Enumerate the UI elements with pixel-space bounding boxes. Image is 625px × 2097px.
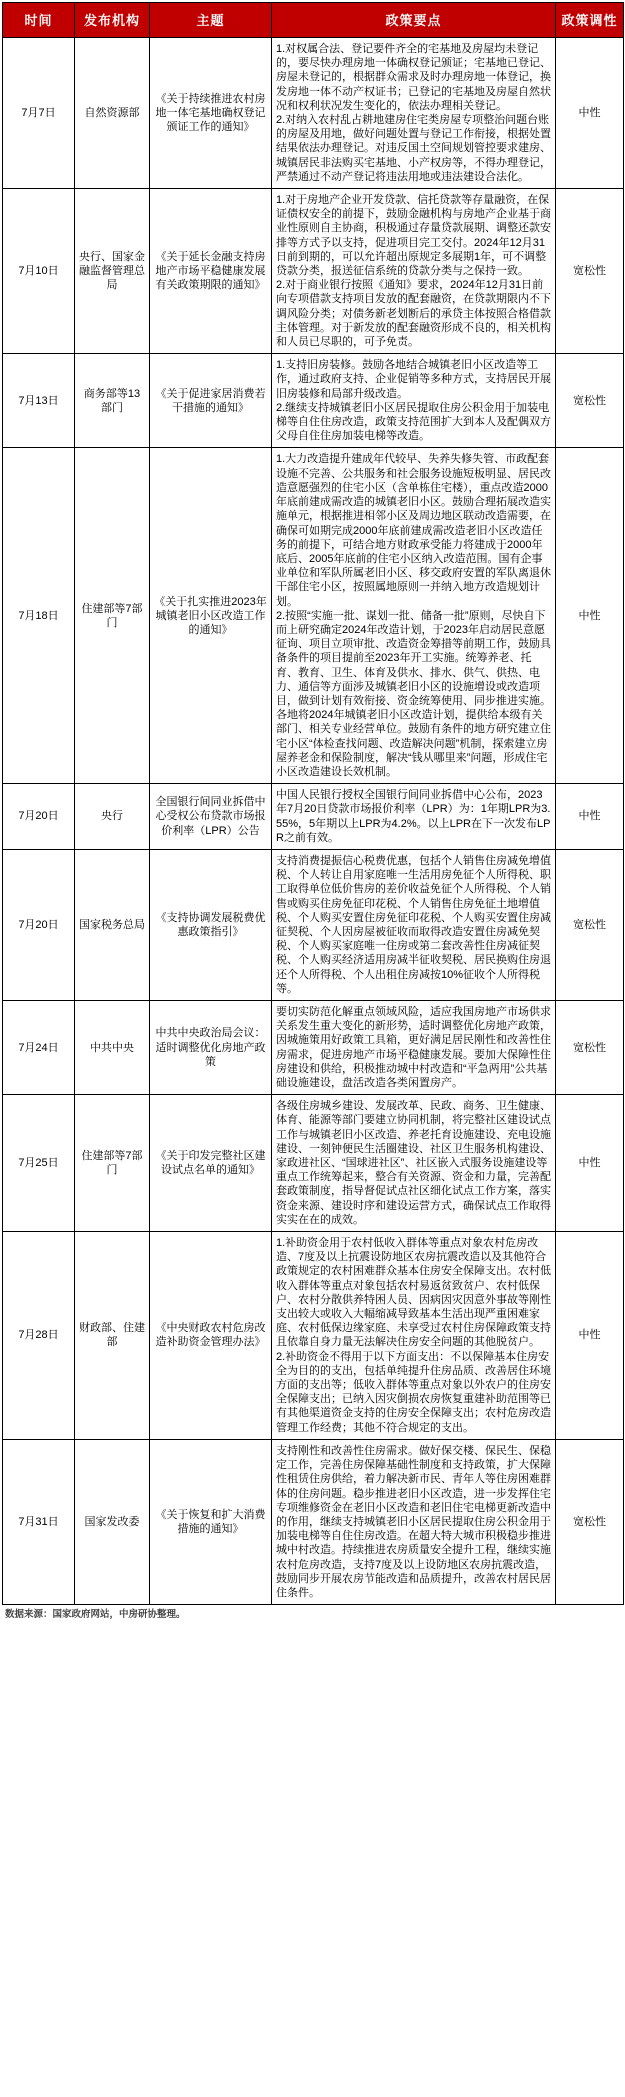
cell-policy-points: [272, 1095, 556, 1232]
table-row: [3, 849, 624, 1000]
cell-policy-points: [272, 448, 556, 784]
cell-date: 7月31日: [3, 1439, 75, 1604]
table-row: [3, 38, 624, 189]
table-row: [3, 354, 624, 448]
cell-topic: 《支持协调发展税费优惠政策指引》: [150, 849, 272, 1000]
table-row: [3, 448, 624, 784]
cell-policy-tone: 宽松性: [556, 189, 624, 354]
policy-point: 各级住房城乡建设、发展改革、民政、商务、卫生健康、体育、能源等部门要建立协同机制，将完整社区建设试点工作与城镇老旧小区改造、养老托育设施建设、充电设施建设、一刻钟便民生活圈建设、社区卫生服务机构建设、家政进社区、“国球进社区”、社区嵌入式服务设施建设等重点工作统筹起来，整合有关资源、资金和力量，完善配套政策制度，指导督促试点社区细化试点工作方案，落实资金来源、建设时序和建设运营方式，确保试点工作取得实实在在的成效。: [276, 1100, 551, 1226]
cell-publishing-org: 央行、国家金融监督管理总局: [75, 189, 150, 354]
cell-policy-points: [272, 1232, 556, 1440]
table-body: [3, 38, 624, 1605]
cell-publishing-org: 住建部等7部门: [75, 1095, 150, 1232]
policy-point: 2.对纳入农村乱占耕地建房住宅类房屋专项整治问题台账的房屋及用地，做好问题处置与登记工作衔接，根据处置结果依法办理登记。对违反国土空间规划管控要求建房、城镇居民非法购买宅基地、小产权房等，不得办理登记，严禁通过不动产登记将违法用地或违法建设合法化。: [276, 114, 551, 183]
cell-policy-tone: 中性: [556, 1232, 624, 1440]
policy-point: 1.对权属合法、登记要件齐全的宅基地及房屋均未登记的，要尽快办理房地一体确权登记颁证；宅基地已登记、房屋未登记的，根据群众需求及时办理房地一体登记，换发房地一体不动产权证书；已登记的宅基地及房屋自然状况和权利状况发生变化的，依法办理相关登记。: [276, 43, 551, 112]
cell-topic: 《关于延长金融支持房地产市场平稳健康发展有关政策期限的通知》: [150, 189, 272, 354]
cell-publishing-org: 国家发改委: [75, 1439, 150, 1604]
cell-policy-points: [272, 1001, 556, 1095]
column-header-org: 发布机构: [75, 3, 150, 38]
cell-topic: 《关于恢复和扩大消费措施的通知》: [150, 1439, 272, 1604]
column-header-tone: 政策调性: [556, 3, 624, 38]
table-row: [3, 1232, 624, 1440]
cell-policy-tone: 中性: [556, 784, 624, 850]
cell-policy-tone: 宽松性: [556, 1001, 624, 1095]
cell-publishing-org: 央行: [75, 784, 150, 850]
cell-policy-tone: 宽松性: [556, 849, 624, 1000]
policy-point: 2.对于商业银行按照《通知》要求，2024年12月31日前向专项借款支持项目发放的配套融资，在贷款期限内不下调风险分类；对债务新老划断后的承贷主体按照合格借款主体管理。对于新发放的配套融资形成不良的，相关机构和人员已尽职的，可予免责。: [276, 279, 551, 349]
cell-publishing-org: 商务部等13部门: [75, 354, 150, 448]
policy-point: 1.大力改造提升建成年代较早、失养失修失管、市政配套设施不完善、公共服务和社会服务设施短板明显、居民改造意愿强烈的住宅小区（含单栋住宅楼），重点改造2000年底前建成需改造的城镇老旧小区。鼓励合理拓展改造实施单元，根据推进相邻小区及周边地区联动改造需要，在确保可如期完成2000年底前建成需改造老旧小区改造任务的前提下，可结合地方财政承受能力将建成于2000年底后、2005年底前的住宅小区纳入改造范围。国有企事业单位和军队所属老旧小区、移交政府安置的军队离退休干部住宅小区，按照属地原则一并纳入地方改造规划计划。: [276, 453, 551, 608]
column-header-date: 时间: [3, 3, 75, 38]
policy-table: [2, 2, 624, 1605]
cell-publishing-org: 中共中央: [75, 1001, 150, 1095]
cell-policy-points: [272, 189, 556, 354]
policy-point: 支持刚性和改善性住房需求。做好保交楼、保民生、保稳定工作，完善住房保障基础性制度和支持政策，扩大保障性租赁住房供给，着力解决新市民、青年人等住房困难群体的住房问题。稳步推进老旧小区改造，进一步发挥住宅专项维修资金在老旧小区改造和老旧住宅电梯更新改造中的作用，继续支持城镇老旧小区居民提取住房公积金用于加装电梯等自住住房改造。在超大特大城市积极稳步推进城中村改造。持续推进农房质量安全提升工程，继续实施农村危房改造，支持7度及以上设防地区农房抗震改造，鼓励同步开展农房节能改造和品质提升，改善农村居民居住条件。: [276, 1444, 551, 1599]
cell-date: 7月20日: [3, 849, 75, 1000]
cell-topic: 《关于促进家居消费若干措施的通知》: [150, 354, 272, 448]
cell-date: 7月20日: [3, 784, 75, 850]
cell-policy-points: [272, 38, 556, 189]
cell-date: 7月24日: [3, 1001, 75, 1095]
cell-publishing-org: 住建部等7部门: [75, 448, 150, 784]
table-row: [3, 784, 624, 850]
cell-policy-tone: 宽松性: [556, 1439, 624, 1604]
cell-date: 7月18日: [3, 448, 75, 784]
policy-point: 2.继续支持城镇老旧小区居民提取住房公积金用于加装电梯等自住住房改造，政策支持范围扩大到本人及配偶双方父母自住住房加装电梯等改造。: [276, 401, 551, 443]
cell-topic: 全国银行间同业拆借中心受权公布贷款市场报价利率（LPR）公告: [150, 784, 272, 850]
policy-point: 支持消费提振信心税费优惠，包括个人销售住房减免增值税、个人转让自用家庭唯一生活用房免征个人所得税、职工取得单位低价售房的差价收益免征个人所得税、个人销售或购买住房免征印花税、个人销售住房免征土地增值税、个人购买安置住房免征印花税、个人购买安置住房减征契税、个人因房屋被征收而取得改造安置住房减免契税、个人购买家庭唯一住房或第二套改善性住房减征契税、个人购买经济适用房减半征收契税、居民换购住房退还个人所得税、个人出租住房减按10%征收个人所得税等。: [276, 854, 551, 995]
cell-policy-tone: 中性: [556, 1095, 624, 1232]
cell-policy-points: [272, 784, 556, 850]
policy-point: 1.支持旧房装修。鼓励各地结合城镇老旧小区改造等工作，通过政府支持、企业促销等多种方式，支持居民开展旧房装修和局部升级改造。: [276, 359, 551, 400]
cell-date: 7月10日: [3, 189, 75, 354]
cell-topic: 《关于扎实推进2023年城镇老旧小区改造工作的通知》: [150, 448, 272, 784]
cell-publishing-org: 财政部、住建部: [75, 1232, 150, 1440]
table-header-row: [3, 3, 624, 38]
cell-date: 7月25日: [3, 1095, 75, 1232]
table-row: [3, 1439, 624, 1604]
cell-publishing-org: 自然资源部: [75, 38, 150, 189]
table-row: [3, 1001, 624, 1095]
cell-topic: 《关于印发完整社区建设试点名单的通知》: [150, 1095, 272, 1232]
cell-publishing-org: 国家税务总局: [75, 849, 150, 1000]
column-header-topic: 主题: [150, 3, 272, 38]
cell-topic: 《中央财政农村危房改造补助资金管理办法》: [150, 1232, 272, 1440]
cell-date: 7月13日: [3, 354, 75, 448]
data-source-footnote: 数据来源：国家政府网站，中房研协整理。: [5, 1609, 186, 1621]
policy-point: 2.补助资金不得用于以下方面支出：不以保障基本住房安全为目的的支出，包括单纯提升住房品质、改善居住环境方面的支出等；低收入群体等重点对象以外农户的住房安全保障支出；已纳入因灾倒损农房恢复重建补助范围等已有其他渠道资金支持的住房安全保障支出；农村危房改造管理工作经费；其他不符合规定的支出。: [276, 1350, 551, 1434]
policy-point: 1.补助资金用于农村低收入群体等重点对象农村危房改造、7度及以上抗震设防地区农房抗震改造以及其他符合政策规定的农村困难群众基本住房安全保障支出。农村低收入群体等重点对象包括农村易返贫致贫户、农村低保户、农村分散供养特困人员、因病因灾因意外事故等刚性支出较大或收入大幅缩减导致基本生活出现严重困难家庭、农村低保边缘家庭、未享受过农村住房保障政策支持且依靠自身力量无法解决住房安全问题的其他脱贫户。: [276, 1237, 551, 1349]
cell-policy-tone: 宽松性: [556, 354, 624, 448]
cell-policy-points: [272, 354, 556, 448]
cell-date: 7月7日: [3, 38, 75, 189]
cell-policy-points: [272, 1439, 556, 1604]
column-header-points: 政策要点: [272, 3, 556, 38]
policy-point: 中国人民银行授权全国银行间同业拆借中心公布，2023年7月20日贷款市场报价利率（LPR）为：1年期LPR为3.55%，5年期以上LPR为4.2%。以上LPR在下一次发布LPR之前有效。: [276, 789, 551, 844]
cell-topic: 中共中央政治局会议：适时调整优化房地产政策: [150, 1001, 272, 1095]
table-row: [3, 189, 624, 354]
policy-point: 1.对于房地产企业开发贷款、信托贷款等存量融资，在保证债权安全的前提下，鼓励金融机构与房地产企业基于商业性原则自主协商，积极通过存量贷款展期、调整还款安排等方式予以支持，促进项目完工交付。2024年12月31日前到期的，可以允许超出原规定多展期1年，可不调整贷款分类，报送征信系统的贷款分类与之保持一致。: [276, 194, 551, 278]
cell-date: 7月28日: [3, 1232, 75, 1440]
cell-policy-tone: 中性: [556, 38, 624, 189]
cell-topic: 《关于持续推进农村房地一体宅基地确权登记颁证工作的通知》: [150, 38, 272, 189]
cell-policy-tone: 中性: [556, 448, 624, 784]
table-header: [3, 3, 624, 38]
policy-point: 要切实防范化解重点领域风险，适应我国房地产市场供求关系发生重大变化的新形势，适时调整优化房地产政策，因城施策用好政策工具箱，更好满足居民刚性和改善性住房需求，促进房地产市场平稳健康发展。要加大保障性住房建设和供给，积极推动城中村改造和“平急两用”公共基础设施建设，盘活改造各类闲置房产。: [276, 1006, 551, 1090]
table-row: [3, 1095, 624, 1232]
policy-point: 2.按照“实施一批、谋划一批、储备一批”原则，尽快自下而上研究确定2024年改造计划，于2023年启动居民意愿征询、项目立项审批、改造资金筹措等前期工作，鼓励具备条件的项目提前至2023年开工实施。统筹养老、托育、教育、卫生、体育及供水、排水、供气、供热、电力、通信等方面涉及城镇老旧小区的设施增设或改造项目，做到计划有效衔接、资金统筹使用、同步推进实施。各地将2024年城镇老旧小区改造计划，提供给本级有关部门、相关专业经营单位。鼓励有条件的地方研究建立住宅小区“体检查找问题、改造解决问题”机制，探索建立房屋养老金和保险制度，解决“钱从哪里来”问题，形成住宅小区改造建设长效机制。: [276, 609, 551, 778]
cell-policy-points: [272, 849, 556, 1000]
